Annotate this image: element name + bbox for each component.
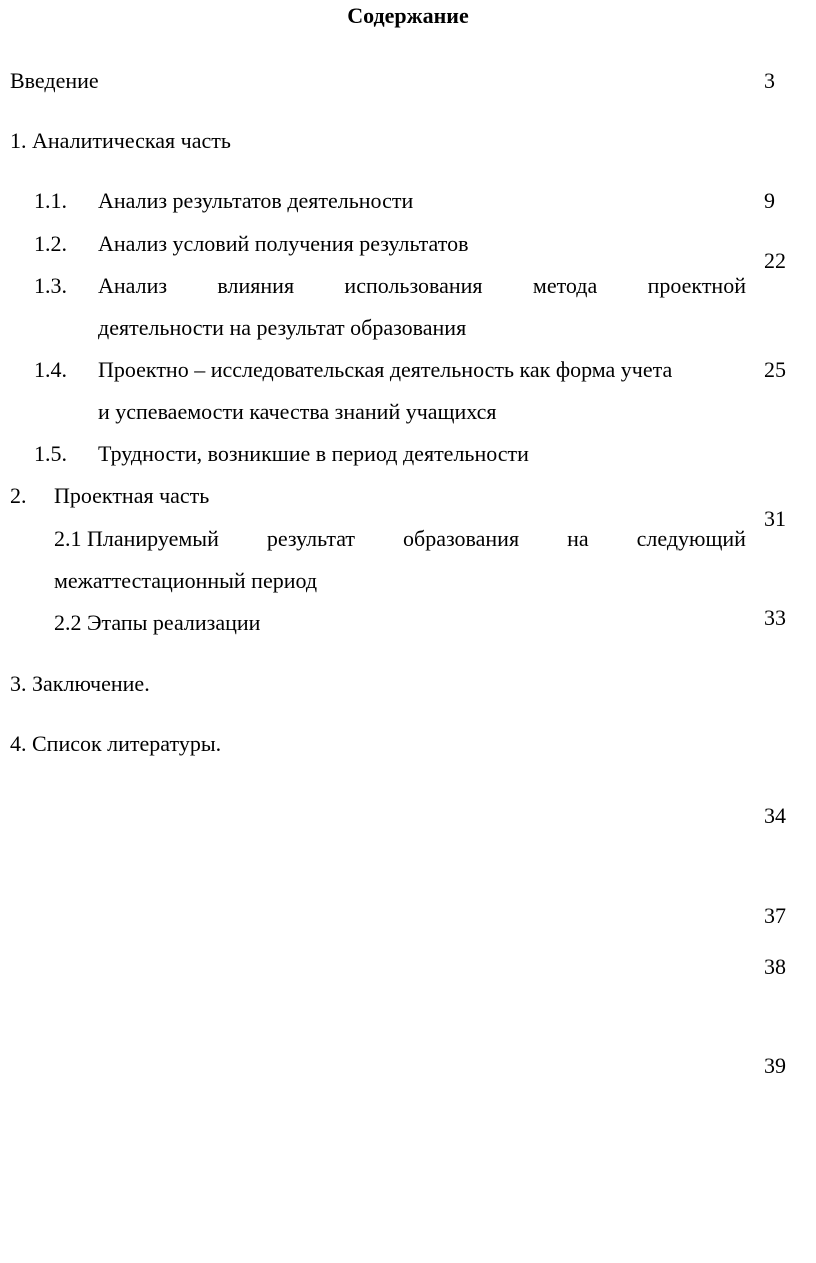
toc-word: влияния xyxy=(217,273,295,298)
page-number: 37 xyxy=(764,903,786,928)
toc-entry-1-4-number: 1.4. xyxy=(34,357,67,382)
toc-entry-1-2-number: 1.2. xyxy=(34,231,67,256)
page-title: Содержание xyxy=(347,3,469,28)
toc-entry-2-1-continuation: межаттестационный период xyxy=(54,568,318,593)
toc-entry-1-4-continuation: и успеваемости качества знаний учащихся xyxy=(98,399,497,424)
page-number: 9 xyxy=(764,188,775,213)
toc-entry-1-5-number: 1.5. xyxy=(34,441,67,466)
toc-entry-bibliography: 4. Список литературы. xyxy=(10,731,222,756)
toc-word: следующий xyxy=(636,526,746,551)
toc-entry-2-1-line xyxy=(54,526,746,552)
toc-entry-1-2-text: Анализ условий получения результатов xyxy=(98,231,469,256)
toc-word: 2.1 Планируемый xyxy=(54,526,219,551)
toc-entry-1-5-text: Трудности, возникшие в период деятельности xyxy=(98,441,529,466)
page-number: 38 xyxy=(764,954,786,979)
toc-entry-1-3-continuation: деятельности на результат образования xyxy=(98,315,467,340)
page-number: 39 xyxy=(764,1053,786,1078)
toc-entry-1-3-line xyxy=(98,273,746,299)
toc-entry-2-2: 2.2 Этапы реализации xyxy=(54,610,261,635)
toc-entry-1-1-text: Анализ результатов деятельности xyxy=(98,188,414,213)
page-number: 33 xyxy=(764,605,786,630)
page-number: 34 xyxy=(764,803,786,828)
toc-word: использования xyxy=(344,273,483,298)
page-number: 31 xyxy=(764,506,786,531)
toc-word: результат xyxy=(266,526,356,551)
toc-word: на xyxy=(567,526,589,551)
toc-entry-1-1-number: 1.1. xyxy=(34,188,67,213)
toc-entry-2-text: Проектная часть xyxy=(54,483,210,508)
toc-entry-1-4-text: Проектно – исследовательская деятельность как форма учета xyxy=(98,357,673,382)
toc-entry-analytical-part: 1. Аналитическая часть xyxy=(10,128,231,153)
toc-entry-introduction: Введение xyxy=(10,68,99,93)
toc-word: проектной xyxy=(647,273,746,298)
toc-word: Анализ xyxy=(98,273,168,298)
page-number: 3 xyxy=(764,68,775,93)
toc-entry-1-3-number: 1.3. xyxy=(34,273,67,298)
page-number: 25 xyxy=(764,357,786,382)
toc-entry-2-number: 2. xyxy=(10,483,27,508)
toc-word: метода xyxy=(532,273,598,298)
toc-word: образования xyxy=(403,526,520,551)
toc-entry-conclusion: 3. Заключение. xyxy=(10,671,150,696)
page-number: 22 xyxy=(764,248,786,273)
